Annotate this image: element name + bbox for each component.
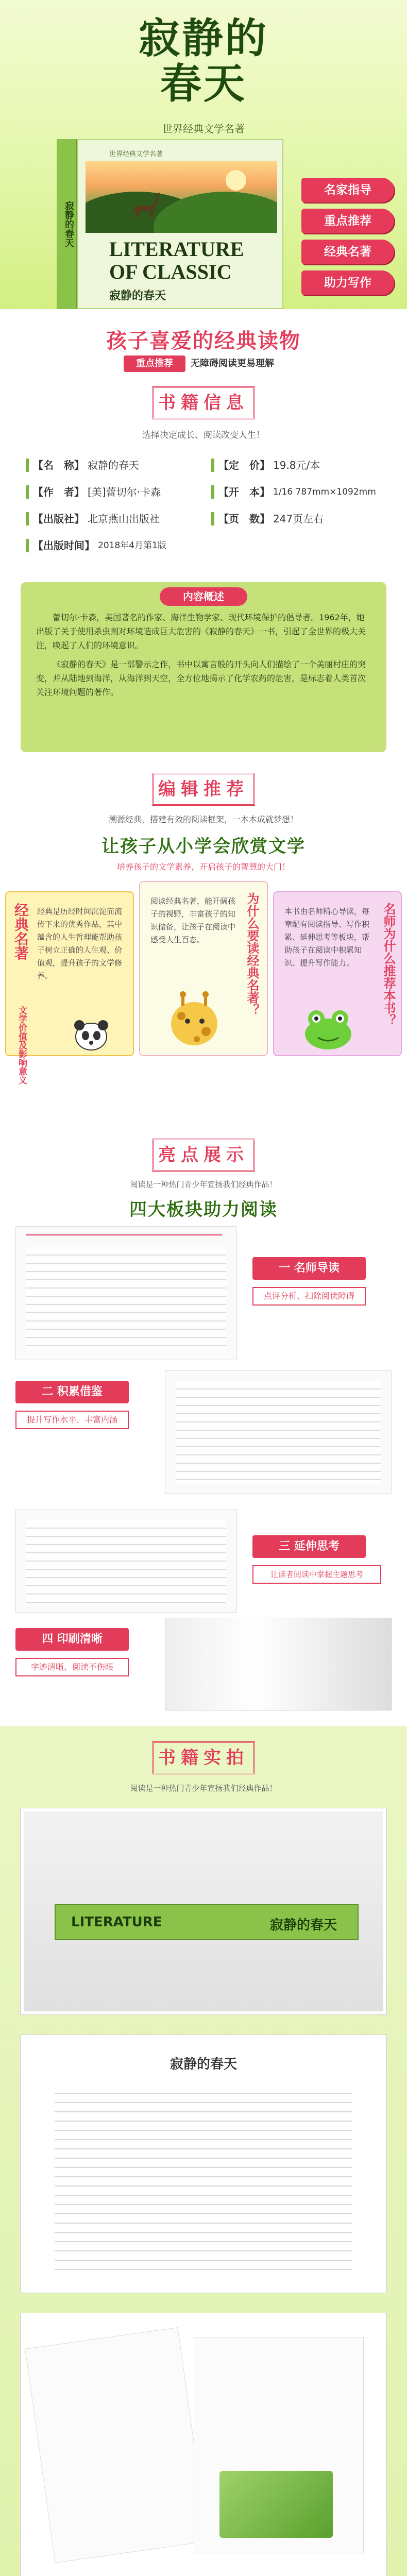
feature-3 <box>252 1535 392 1584</box>
features-intro: 阅读是一种热门青少年宣扬我们经典作品！ <box>130 1180 277 1189</box>
feature-4-title: 四 印刷清晰 <box>15 1628 129 1651</box>
card1-footer: 文学价值及影响意义 <box>16 1006 27 1084</box>
feature-4 <box>15 1628 155 1676</box>
photo-stack <box>21 1808 386 2014</box>
info-value: 2018年4月第1版 <box>98 540 166 551</box>
text-lines <box>176 1381 381 1484</box>
recommend-cards <box>0 881 407 1123</box>
row-bar <box>26 485 29 499</box>
hero-title-line2: 春天 <box>160 59 247 108</box>
card-classic <box>5 891 134 1084</box>
giraffe-icon <box>161 985 228 1052</box>
text-lines <box>26 1247 226 1350</box>
badge-classic: 经典名著 <box>301 240 394 264</box>
editor-subtitle: 培养孩子的文学素养，开启孩子的智慧的大门！ <box>116 862 290 872</box>
info-row <box>26 507 381 531</box>
editor-stamp: 编辑推荐 <box>152 773 255 806</box>
badge-expert: 名家指导 <box>301 178 394 202</box>
headline-section <box>0 309 407 381</box>
photo-spine-cn: 寂静的春天 <box>269 1918 337 1933</box>
features-big-title: 四大板块助力阅读 <box>129 1199 278 1220</box>
feature-1-sub: 点评分析、扫除阅读障碍 <box>252 1287 366 1306</box>
card-why-read <box>139 881 268 1056</box>
cover-landscape-image <box>86 161 277 233</box>
editor-big-title: 让孩子从小学会欣赏文学 <box>101 836 306 857</box>
headline-pill-note: 无障碍阅读更易理解 <box>191 358 274 369</box>
feature-1 <box>252 1257 392 1306</box>
book-cover <box>77 139 283 309</box>
open-book-photo <box>165 1618 392 1710</box>
cover-literature-title <box>109 238 244 283</box>
photos-section <box>0 1726 407 2576</box>
sample-page-2 <box>165 1370 392 1494</box>
info-label: 【名 称】 <box>33 459 84 471</box>
feature-3-sub: 让读者阅读中掌握主题思考 <box>252 1565 381 1584</box>
summary-box <box>21 582 386 752</box>
badge-recommend: 重点推荐 <box>301 209 394 233</box>
row-bar <box>211 485 214 499</box>
feature-1-title: 一 名师导读 <box>252 1257 366 1280</box>
panda-icon <box>68 1016 114 1052</box>
info-value: 247页左右 <box>273 513 324 525</box>
card2-vertical-title: 为什么要读经典名著？ <box>245 892 259 1016</box>
headline-title: 孩子喜爱的经典读物 <box>106 329 301 353</box>
row-bar <box>26 539 29 552</box>
badge-writing: 助力写作 <box>301 270 394 295</box>
sun-shape <box>226 170 246 191</box>
summary-paragraph-1: 蕾切尔·卡森，美国著名的作家、海洋生物学家、现代环境保护的倡导者。1962年，她出版了关于使用杀虫剂对环境造成巨大危害的《寂静的春天》一书，引起了全世界的极大关注，唤起了人们的环境意识。 <box>36 613 366 650</box>
feature-badges <box>301 178 394 301</box>
info-label: 【出版社】 <box>33 513 84 525</box>
hero-section <box>0 0 407 309</box>
feature-4-sub: 字迹清晰、阅读不伤眼 <box>15 1658 129 1676</box>
summary-paragraph-2: 《寂静的春天》是一部警示之作，书中以寓言般的开头向人们描绘了一个美丽村庄的突变，并从陆地到海洋，从海洋到天空，全方位地揭示了化学农药的危害，是标志着人类首次关注环境问题的著作。 <box>36 659 366 697</box>
book-info-stamp: 书籍信息 <box>152 386 255 419</box>
book-spine <box>57 139 77 309</box>
photo-open-page <box>21 2035 386 2293</box>
photos-stamp: 书籍实拍 <box>152 1741 255 1774</box>
card3-vertical-title: 名师为什么推荐本书？ <box>381 903 396 1026</box>
photo-fanned-pages <box>21 2313 386 2576</box>
info-row <box>26 453 381 477</box>
editor-section <box>0 762 407 1133</box>
photos-intro: 阅读是一种热门青少年宣扬我们经典作品！ <box>130 1784 277 1793</box>
book-spine-photo <box>55 1904 359 1940</box>
row-bar <box>211 459 214 472</box>
sample-page-3 <box>15 1510 237 1613</box>
editor-intro: 溯源经典，搭建有效的阅读框架，一本本成就梦想！ <box>108 815 298 824</box>
card3-text: 本书由名师精心导读，每章配有阅读指导、写作积累、延伸思考等板块，帮助孩子在阅读中积累知识、提升写作能力。 <box>284 907 370 968</box>
features-section <box>0 1133 407 1726</box>
sample-page-1 <box>15 1226 237 1360</box>
text-lines <box>55 2084 352 2270</box>
headline-pill: 重点推荐 <box>124 355 185 372</box>
card1-vertical-title: 经典名著 <box>12 903 29 960</box>
cover-cn-title: 寂静的春天 <box>109 290 166 302</box>
frog-icon <box>300 1006 357 1052</box>
book-info-intro: 选择决定成长、阅读改变人生！ <box>142 430 265 440</box>
cover-lit-line1: LITERATURE <box>109 238 244 261</box>
features-stamp: 亮点展示 <box>152 1139 255 1172</box>
feature-2 <box>15 1381 155 1429</box>
deer-icon <box>127 192 163 223</box>
hero-title <box>0 15 407 106</box>
book-cover-3d <box>57 139 283 309</box>
summary-section <box>0 572 407 762</box>
illustration-image <box>219 2471 333 2538</box>
hero-sub-line1: 世界经典文学名著 <box>162 123 245 135</box>
summary-head: 内容概述 <box>160 587 247 606</box>
info-value: 北京燕山出版社 <box>88 513 160 525</box>
book-info-section <box>0 381 407 572</box>
photo-page-title: 寂静的春天 <box>169 2057 237 2072</box>
info-value: 寂静的春天 <box>88 459 139 471</box>
row-bar <box>26 512 29 526</box>
cover-lit-line2: OF CLASSIC <box>109 260 232 283</box>
row-bar <box>26 459 29 472</box>
feature-2-title: 二 积累借鉴 <box>15 1381 129 1403</box>
card-teacher <box>273 891 402 1056</box>
photo-spine-lit: LITERATURE <box>71 1914 162 1930</box>
info-row <box>26 480 381 504</box>
info-label: 【作 者】 <box>33 486 84 498</box>
feature-2-sub: 提升写作水平、丰富内涵 <box>15 1411 129 1429</box>
info-label: 【页 数】 <box>218 513 270 525</box>
info-value: 19.8元/本 <box>273 459 320 471</box>
info-value: [美]蕾切尔·卡森 <box>88 486 161 498</box>
spine-title: 寂静的春天 <box>63 201 74 247</box>
info-label: 【开 本】 <box>218 486 270 498</box>
text-lines <box>26 1520 226 1603</box>
cover-tagline: 世界经典文学名著 <box>109 150 163 158</box>
card2-text: 阅读经典名著，能开阔孩子的视野，丰富孩子的知识储备，让孩子在阅读中感受人生百态。 <box>150 896 236 944</box>
info-label: 【定 价】 <box>218 459 270 471</box>
info-label: 【出版时间】 <box>33 539 95 552</box>
info-value: 1/16 787mm×1092mm <box>273 487 376 497</box>
feature-3-title: 三 延伸思考 <box>252 1535 366 1558</box>
info-row <box>26 534 381 557</box>
card1-text: 经典是历经时间沉淀而流传下来的优秀作品，其中蕴含的人生哲理能帮助孩子树立正确的人生观、价值观，提升孩子的文学修养。 <box>37 907 123 980</box>
row-bar <box>211 512 214 526</box>
hero-title-line1: 寂静的 <box>139 14 268 62</box>
